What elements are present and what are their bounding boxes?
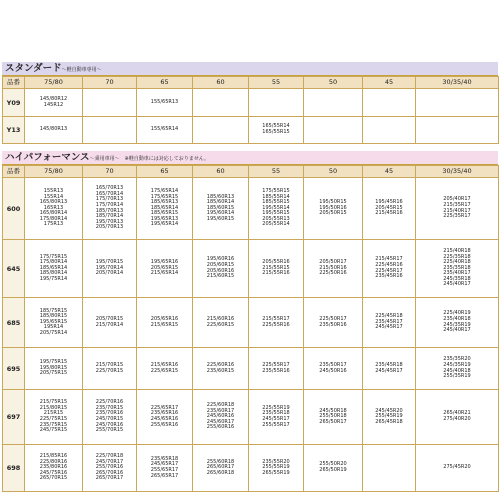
- tire-size: 235/80R16: [39, 464, 68, 471]
- column-header-aspect: 70: [83, 166, 137, 178]
- tire-size-cell: [25, 298, 83, 348]
- tire-size: 245/35R19: [443, 361, 471, 368]
- tire-size: 215/70R14: [95, 321, 124, 328]
- tire-size-cell: [83, 117, 137, 144]
- product-code-cell: Y09: [3, 89, 25, 117]
- tire-size-cell: [304, 390, 363, 445]
- tire-size: 205/55R14: [262, 221, 290, 228]
- tire-size-cell: [304, 348, 363, 390]
- tire-size-cell: [193, 117, 249, 144]
- tire-size: 225/60R16: [206, 361, 235, 368]
- tire-size: 245/65R17: [150, 461, 179, 468]
- tire-size-cell: [416, 178, 499, 240]
- tire-size: 245/35R19: [443, 321, 471, 328]
- tire-size-cell: [25, 117, 83, 144]
- tire-size: 185/60R13: [206, 193, 235, 200]
- tire-size: 245/40R18: [443, 367, 471, 374]
- tire-size: 175/65R15: [150, 193, 179, 200]
- tire-size: 235/50R16: [319, 321, 347, 328]
- tire-size-cell: [416, 117, 499, 144]
- column-header-aspect: 75/80: [25, 166, 83, 178]
- tire-size: 255/65R17: [150, 467, 179, 473]
- tire-size: 215/45R16: [375, 210, 403, 217]
- tire-size: 215/60R16: [206, 315, 235, 322]
- tire-size: 205/45R15: [375, 204, 403, 211]
- section-title-text: ハイパフォーマンス: [5, 152, 90, 163]
- section-title-standard: [2, 62, 498, 76]
- tire-size-cell: [83, 390, 137, 445]
- tire-size-cell: [25, 390, 83, 445]
- tire-size: 195/80R15: [39, 364, 68, 371]
- tire-size: 185/70R14: [95, 213, 124, 220]
- tire-size: 245/55R17: [262, 416, 290, 422]
- tire-size-cell: [363, 298, 416, 348]
- tire-size: 205/75R14: [39, 329, 68, 336]
- tire-size: 205/70R13: [95, 224, 124, 231]
- tire-size-cell: [83, 178, 137, 240]
- tire-size: 245/50R16: [319, 367, 347, 374]
- tire-size-cell: [193, 445, 249, 492]
- tire-size: 235/45R18: [375, 361, 403, 368]
- tire-size: 255/60R18: [206, 458, 235, 465]
- tire-size: 225/70R16: [95, 399, 124, 406]
- tire-size: 145/80R13: [39, 126, 68, 133]
- column-header-aspect: 45: [363, 77, 416, 89]
- tire-size: 245/40R17: [443, 327, 471, 334]
- product-code-cell: 645: [3, 240, 25, 298]
- tire-size: 245/70R17: [95, 458, 124, 465]
- tire-size: 235/45R16: [375, 273, 403, 280]
- column-header-aspect: 70: [83, 77, 137, 89]
- product-code-cell: Y13: [3, 117, 25, 144]
- tire-size-cell: [25, 240, 83, 298]
- size-table-high-performance: [2, 165, 499, 492]
- tire-size: 265/50R17: [319, 418, 347, 425]
- product-code-cell: 600: [3, 178, 25, 240]
- product-code-cell: 695: [3, 348, 25, 390]
- tire-size-cell: [416, 298, 499, 348]
- tire-size-cell: [249, 445, 304, 492]
- tire-size: 215/65R15: [150, 321, 179, 328]
- tire-size-cell: [249, 348, 304, 390]
- tire-size: 185/60R15: [206, 204, 235, 211]
- tire-size: 165R13: [43, 204, 64, 211]
- tire-size-cell: [363, 178, 416, 240]
- tire-size: 205/55R13: [262, 215, 290, 222]
- tire-size: 195/50R15: [319, 199, 347, 206]
- column-header-aspect: 55: [249, 166, 304, 178]
- tire-size: 195/55R14: [262, 204, 290, 211]
- tire-size-cell: [25, 348, 83, 390]
- tire-size: 195/70R13: [95, 218, 124, 225]
- tire-size: 265/50R19: [319, 467, 347, 473]
- tire-size-cell: [137, 117, 193, 144]
- tire-size: 205/65R15: [150, 264, 179, 271]
- tire-size: 185/75R15: [39, 307, 68, 314]
- tire-size-cell: [83, 89, 137, 117]
- tire-size: 225/65R15: [150, 367, 179, 374]
- tire-size: 205/55R16: [262, 259, 290, 266]
- tire-size: 215/35R17: [443, 201, 471, 208]
- table-row: [3, 445, 499, 492]
- tire-size: 255/45R19: [375, 413, 403, 420]
- column-header-aspect: 30/35/40: [416, 166, 499, 178]
- tire-size: 245/65R16: [150, 416, 179, 422]
- tire-size-cell: [416, 89, 499, 117]
- tire-size: 175/55R15: [262, 187, 290, 194]
- tire-size: 215R15: [43, 410, 64, 417]
- tire-size-cell: [25, 178, 83, 240]
- tire-size: 225/35R17: [443, 213, 471, 220]
- tire-size: 195/55R15: [262, 210, 290, 217]
- tire-size: 225/35R18: [443, 253, 471, 260]
- tire-size: 235/70R16: [95, 410, 124, 417]
- tire-size-cell: [363, 117, 416, 144]
- tire-size: 225/45R17: [375, 267, 403, 274]
- tire-size: 165/55R14: [262, 123, 290, 130]
- tire-size: 205/75R15: [39, 370, 68, 377]
- tire-size: 265/45R18: [375, 418, 403, 425]
- tire-size: 245/70R16: [95, 421, 124, 428]
- tire-size-cell: [416, 240, 499, 298]
- table-row: [3, 298, 499, 348]
- tire-size: 215/80R15: [39, 404, 68, 411]
- tire-size: 225/40R18: [443, 259, 471, 266]
- tire-size: 175/65R14: [150, 187, 179, 194]
- column-header-aspect: 60: [193, 77, 249, 89]
- tire-size: 265/70R16: [95, 469, 124, 476]
- tire-size-cell: [416, 348, 499, 390]
- tire-size: 225/45R18: [375, 313, 403, 320]
- tire-size-cell: [83, 348, 137, 390]
- tire-size: 235/55R16: [262, 367, 290, 374]
- tire-size: 145R12: [43, 101, 64, 108]
- tire-size: 185/80R15: [39, 313, 68, 320]
- tire-size: 275/45R20: [443, 464, 471, 471]
- tire-size: 265/70R15: [39, 475, 68, 482]
- tire-size: 265/60R18: [206, 469, 235, 476]
- tire-size: 225/55R16: [262, 321, 290, 328]
- tire-size: 265/60R17: [206, 464, 235, 471]
- tire-size: 225/70R18: [95, 453, 124, 460]
- tire-size: 215/40R18: [443, 247, 471, 254]
- tire-size: 175/70R13: [95, 196, 124, 203]
- tire-size-cell: [304, 298, 363, 348]
- tire-size: 195/70R14: [95, 264, 124, 271]
- tire-size: 205/70R15: [95, 315, 124, 322]
- tire-size-cell: [193, 348, 249, 390]
- tire-size: 255/50R20: [319, 461, 347, 468]
- tire-size-cell: [137, 240, 193, 298]
- column-header-aspect: 50: [304, 77, 363, 89]
- tire-size-cell: [304, 178, 363, 240]
- tire-size: 225/65R17: [150, 404, 179, 411]
- section-title-high-performance: [2, 151, 498, 165]
- tire-size-cell: [249, 390, 304, 445]
- tire-size: 225/60R18: [206, 402, 235, 409]
- tire-size: 195/45R16: [375, 199, 403, 206]
- tire-size: 205/50R15: [319, 210, 347, 217]
- tire-size: 195/75R15: [39, 359, 68, 366]
- tire-size: 265/40R21: [443, 410, 471, 417]
- tire-size: 195/50R16: [319, 204, 347, 211]
- tire-size: 255/50R18: [319, 413, 347, 420]
- tire-size: 265/65R17: [150, 472, 179, 479]
- tire-size: 225/60R15: [206, 321, 235, 328]
- tire-size: 215/50R16: [319, 264, 347, 271]
- table-header: [3, 77, 499, 89]
- tire-size-cell: [193, 240, 249, 298]
- size-table-standard: [2, 76, 499, 144]
- tire-size-cell: [416, 390, 499, 445]
- tire-size: 255/35R19: [443, 373, 471, 380]
- tire-size-cell: [363, 89, 416, 117]
- section-title-text: スタンダード: [5, 63, 62, 74]
- tire-size-cell: [249, 298, 304, 348]
- tire-size-cell: [304, 240, 363, 298]
- tire-size: 215/85R16: [39, 453, 68, 460]
- tire-size: 215/40R17: [443, 207, 471, 214]
- tire-size: 245/50R18: [319, 407, 347, 414]
- tire-size: 195/65R15: [39, 318, 68, 325]
- tire-size: 235/55R18: [262, 410, 290, 417]
- tire-size-cell: [363, 348, 416, 390]
- tire-size: 195R14: [43, 324, 64, 331]
- tire-size: 245/35R18: [443, 275, 471, 282]
- tire-size: 175/80R14: [39, 259, 68, 266]
- tire-size: 235/75R15: [39, 421, 68, 428]
- tire-size: 235/70R15: [95, 404, 124, 411]
- tire-size: 265/70R17: [95, 475, 124, 482]
- table-row: [3, 240, 499, 298]
- tire-size-cell: [193, 390, 249, 445]
- tire-size: 205/50R17: [319, 259, 347, 266]
- compatibility-sheet: [2, 62, 498, 492]
- tire-size: 185/65R14: [150, 204, 179, 211]
- product-code-cell: 697: [3, 390, 25, 445]
- column-header-aspect: 30/35/40: [416, 77, 499, 89]
- tire-size: 225/45R16: [375, 261, 403, 268]
- tire-size: 195/65R14: [150, 221, 179, 228]
- column-header-aspect: 65: [137, 77, 193, 89]
- tire-size: 185/70R13: [95, 207, 124, 214]
- table-row: [3, 89, 499, 117]
- table-header: [3, 166, 499, 178]
- tire-size: 235/40R17: [443, 270, 471, 277]
- tire-size-cell: [193, 298, 249, 348]
- table-row: [3, 117, 499, 144]
- tire-size: 155R14: [43, 193, 64, 200]
- tire-size: 235/60R15: [206, 367, 235, 374]
- tire-size: 205/60R15: [206, 261, 235, 268]
- tire-size: 235/65R16: [150, 410, 179, 417]
- tire-size-cell: [83, 240, 137, 298]
- column-header-code: 品番: [3, 77, 25, 89]
- column-header-aspect: 75/80: [25, 77, 83, 89]
- table-row: [3, 178, 499, 240]
- tire-size: 255/65R16: [150, 421, 179, 428]
- tire-size: 225/55R17: [262, 361, 290, 368]
- tire-size: 185/55R15: [262, 199, 290, 206]
- tire-size: 215/55R17: [262, 315, 290, 322]
- tire-size: 225/80R16: [39, 458, 68, 465]
- tire-size: 245/45R17: [375, 367, 403, 374]
- table-row: [3, 390, 499, 445]
- tire-size: 215/55R15: [262, 264, 290, 271]
- tire-size: 205/60R16: [206, 267, 235, 274]
- tire-size: 225/40R19: [443, 310, 471, 317]
- tire-size: 255/70R16: [95, 464, 124, 471]
- tire-size: 255/70R15: [95, 427, 124, 434]
- tire-size-cell: [249, 117, 304, 144]
- tire-size: 175/80R14: [39, 215, 68, 222]
- tire-size: 225/50R16: [319, 270, 347, 277]
- tire-size: 195/65R13: [150, 215, 179, 222]
- tire-size-cell: [363, 390, 416, 445]
- tire-size-cell: [137, 445, 193, 492]
- tire-size-cell: [83, 298, 137, 348]
- tire-size-cell: [137, 178, 193, 240]
- tire-size: 175R13: [43, 221, 64, 228]
- tire-size: 155/65R14: [150, 126, 179, 133]
- table-row: [3, 348, 499, 390]
- tire-size: 235/55R20: [262, 458, 290, 465]
- tire-size-cell: [137, 348, 193, 390]
- tire-size-cell: [137, 390, 193, 445]
- tire-size-cell: [25, 445, 83, 492]
- section-note: 〜軽自動車専用〜: [61, 67, 102, 73]
- tire-size: 155/65R13: [150, 98, 179, 105]
- tire-size: 245/45R17: [375, 324, 403, 331]
- tire-size: 245/70R15: [95, 416, 124, 422]
- product-code-cell: 698: [3, 445, 25, 492]
- tire-size: 185/65R14: [39, 264, 68, 271]
- tire-size-cell: [304, 117, 363, 144]
- tire-size-cell: [137, 89, 193, 117]
- tire-size: 195/60R15: [206, 215, 235, 222]
- tire-size: 225/75R15: [39, 416, 68, 422]
- tire-size: 265/55R19: [262, 469, 290, 476]
- tire-size: 205/65R16: [150, 315, 179, 322]
- tire-size: 165/70R14: [95, 190, 124, 197]
- tire-size-cell: [363, 240, 416, 298]
- tire-size: 235/65R18: [150, 455, 179, 462]
- tire-size: 255/55R19: [262, 464, 290, 471]
- tire-size: 185/65R15: [150, 210, 179, 217]
- section-note: 〜乗用車用〜 ※軽自動車には対応しておりません。: [89, 156, 210, 162]
- tire-size: 215/45R17: [375, 256, 403, 263]
- tire-size-cell: [137, 298, 193, 348]
- tire-size-cell: [416, 445, 499, 492]
- column-header-aspect: 45: [363, 166, 416, 178]
- tire-size: 215/65R16: [150, 361, 179, 368]
- tire-size: 235/40R18: [443, 315, 471, 322]
- tire-size-cell: [193, 178, 249, 240]
- tire-size: 145/80R12: [39, 95, 68, 102]
- tire-size: 165/70R13: [95, 185, 124, 192]
- tire-size: 245/60R16: [206, 413, 235, 420]
- tire-size-cell: [304, 445, 363, 492]
- tire-size: 185/55R14: [262, 193, 290, 200]
- tire-size: 235/35R20: [443, 356, 471, 363]
- tire-size: 255/60R16: [206, 424, 235, 431]
- tire-size: 165/80R13: [39, 199, 68, 206]
- tire-size: 245/60R17: [206, 418, 235, 425]
- tire-size: 225/50R17: [319, 315, 347, 322]
- tire-size: 175/75R15: [39, 253, 68, 260]
- tire-size-cell: [363, 445, 416, 492]
- tire-size: 275/40R20: [443, 416, 471, 422]
- tire-size: 215/70R15: [95, 361, 124, 368]
- tire-size: 245/40R17: [443, 281, 471, 288]
- tire-size-cell: [249, 89, 304, 117]
- column-header-code: 品番: [3, 166, 25, 178]
- tire-size: 235/50R17: [319, 361, 347, 368]
- tire-size: 185/65R13: [150, 199, 179, 206]
- column-header-aspect: 50: [304, 166, 363, 178]
- tire-size: 195/60R16: [206, 256, 235, 263]
- tire-size-cell: [83, 445, 137, 492]
- tire-size: 245/75R16: [39, 469, 68, 476]
- product-code-cell: 685: [3, 298, 25, 348]
- tire-size: 215/65R14: [150, 270, 179, 277]
- tire-size: 235/60R17: [206, 407, 235, 414]
- tire-size: 215/75R15: [39, 399, 68, 406]
- column-header-aspect: 65: [137, 166, 193, 178]
- tire-size: 205/40R17: [443, 196, 471, 203]
- tire-size-cell: [249, 240, 304, 298]
- tire-size: 225/55R19: [262, 404, 290, 411]
- tire-size: 185/80R14: [39, 270, 68, 277]
- tire-size: 195/70R15: [95, 259, 124, 266]
- tire-size: 235/35R18: [443, 264, 471, 271]
- tire-size: 195/65R16: [150, 259, 179, 266]
- tire-size: 215/55R16: [262, 270, 290, 277]
- tire-size: 245/75R15: [39, 427, 68, 434]
- tire-size: 255/55R17: [262, 421, 290, 428]
- tire-size: 195/75R14: [39, 275, 68, 282]
- column-header-aspect: 55: [249, 77, 304, 89]
- tire-size: 225/70R15: [95, 367, 124, 374]
- tire-size-cell: [193, 89, 249, 117]
- tire-size: 165/80R14: [39, 210, 68, 217]
- tire-size: 175/70R14: [95, 201, 124, 208]
- tire-size: 235/45R17: [375, 318, 403, 325]
- column-header-aspect: 60: [193, 166, 249, 178]
- tire-size-cell: [249, 178, 304, 240]
- tire-size: 165/55R15: [262, 129, 290, 135]
- tire-size: 205/70R14: [95, 270, 124, 277]
- tire-size-cell: [25, 89, 83, 117]
- tire-size: 185/60R14: [206, 199, 235, 206]
- tire-size: 215/60R15: [206, 273, 235, 280]
- tire-size: 195/60R14: [206, 210, 235, 217]
- tire-size: 155R13: [43, 187, 64, 194]
- tire-size: 245/45R20: [375, 407, 403, 414]
- tire-size-cell: [304, 89, 363, 117]
